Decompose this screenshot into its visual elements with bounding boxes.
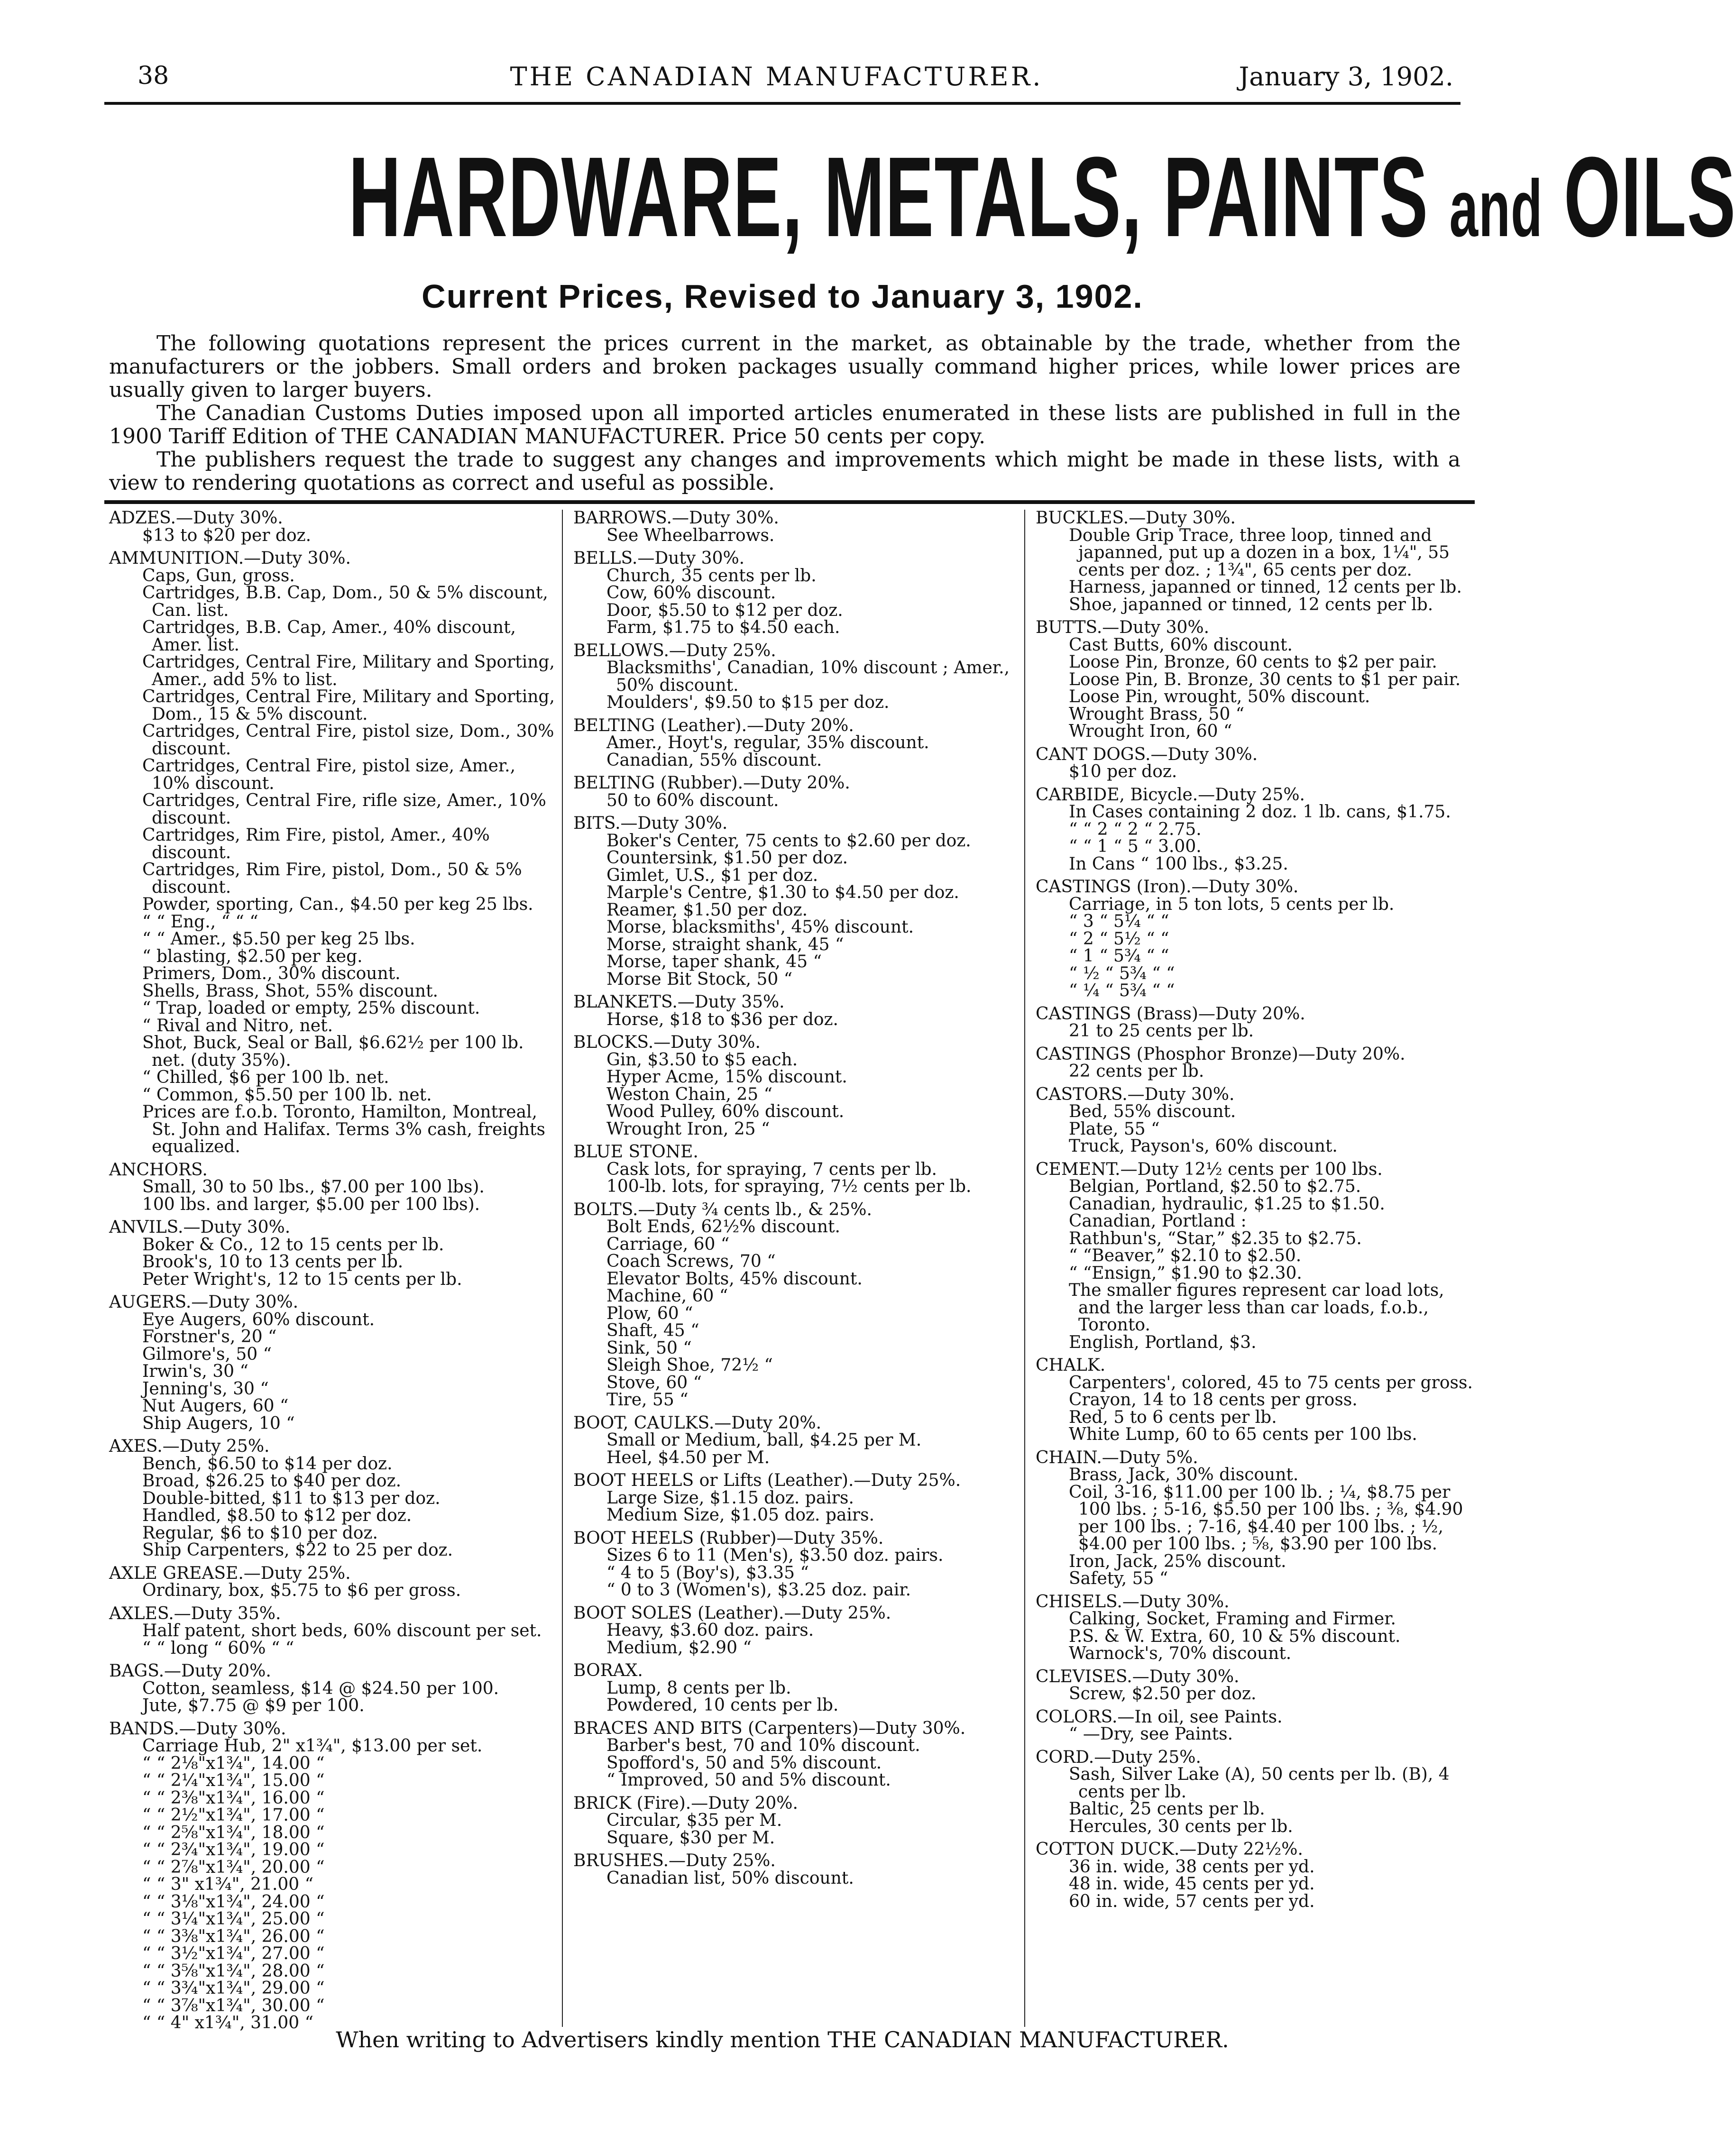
price-entry (104, 1721, 557, 2032)
entry-line: Warnock's, 70% discount. (1069, 1644, 1292, 1663)
section-rule (104, 500, 1475, 504)
entry-line: “ “ 2⅝"x1¾", 18.00 “ (142, 1823, 325, 1842)
entry-line: “ “ 3¼"x1¾", 25.00 “ (142, 1909, 325, 1929)
price-entry (104, 1663, 557, 1715)
entry-line: Circular, $35 per M. (606, 1811, 782, 1830)
entry-line: Ship Augers, 10 “ (142, 1413, 295, 1433)
entry-line: Heavy, $3.60 doz. pairs. (606, 1621, 814, 1640)
price-entry (1031, 619, 1479, 741)
entry-line: Small, 30 to 50 lbs., $7.00 per 100 lbs). (142, 1177, 485, 1197)
entry-heading: CASTINGS (Phosphor Bronze)—Duty 20%. (1036, 1044, 1405, 1064)
entry-line: Ordinary, box, $5.75 to $6 per gross. (142, 1581, 461, 1600)
entry-line: Sash, Silver Lake (A), 50 cents per lb. (B), 4 cents per lb. (1069, 1765, 1450, 1802)
entry-line: $13 to $20 per doz. (142, 525, 312, 545)
entry-line: Canadian, hydraulic, $1.25 to $1.50. (1069, 1194, 1385, 1214)
intro-paragraph: The following quotations represent the prices current in the market, as obtainable by the trade, whether from the manufacturers or the jobbers. Small orders and broken packages usually command higher prices, while lower prices are usually given to larger buyers. (109, 331, 1460, 402)
price-entry (1031, 879, 1479, 1000)
running-header (100, 57, 1453, 104)
entry-line: Carriage, 60 “ (606, 1234, 730, 1254)
entry-heading: AUGERS.—Duty 30%. (109, 1292, 299, 1312)
price-entry (1031, 510, 1479, 614)
entry-line: Blacksmiths', Canadian, 10% discount ; Amer., 50% discount. (606, 658, 1010, 695)
entry-line: Powdered, 10 cents per lb. (606, 1695, 839, 1715)
entry-line: Horse, $18 to $36 per doz. (606, 1009, 838, 1029)
entry-line: “ “ 3⅝"x1¾", 28.00 “ (142, 1961, 325, 1981)
entry-line: Cow, 60% discount. (606, 583, 776, 603)
page-number: 38 (138, 62, 169, 90)
entry-line: “ “ 3" x1¾", 21.00 “ (142, 1875, 314, 1894)
entry-line: P.S. & W. Extra, 60, 10 & 5% discount. (1069, 1626, 1401, 1646)
entry-line: Shaft, 45 “ (606, 1321, 699, 1340)
entry-line: Primers, Dom., 30% discount. (142, 964, 401, 983)
price-entry (569, 1144, 1024, 1196)
entry-line: Harness, japanned or tinned, 12 cents per lb. (1069, 577, 1462, 597)
intro-paragraph: The publishers request the trade to suggest any changes and improvements which might be made in these lists, with a view to rendering quotations as correct and useful as possible. (109, 448, 1460, 495)
entry-line: “ 1 “ 5¾ “ “ (1069, 946, 1169, 966)
entry-line: Wrought Iron, 25 “ (606, 1119, 770, 1139)
price-entry (569, 717, 1024, 770)
entry-line: “ “ long “ 60% “ “ (142, 1638, 294, 1658)
entry-line: Cartridges, Central Fire, Military and Sporting, Amer., add 5% to list. (142, 652, 555, 689)
price-entry (1031, 1449, 1479, 1588)
entry-line: Iron, Jack, 25% discount. (1069, 1551, 1286, 1571)
price-entry (1031, 1086, 1479, 1155)
entry-line: Belgian, Portland, $2.50 to $2.75. (1069, 1177, 1361, 1196)
entry-heading: AXES.—Duty 25%. (109, 1437, 270, 1456)
entry-heading: BRACES AND BITS (Carpenters)—Duty 30%. (573, 1718, 966, 1738)
price-entry (569, 994, 1024, 1028)
entry-line: Cartridges, Central Fire, pistol size, Amer., 10% discount. (142, 756, 516, 793)
entry-line: Powder, sporting, Can., $4.50 per keg 25 lbs. (142, 895, 533, 914)
entry-line: Cartridges, B.B. Cap, Dom., 50 & 5% discount, Can. list. (142, 583, 548, 620)
entry-line: 36 in. wide, 38 cents per yd. (1069, 1857, 1315, 1877)
entry-line: Church, 35 cents per lb. (606, 566, 817, 586)
entry-heading: BRUSHES.—Duty 25%. (573, 1851, 776, 1870)
price-list (104, 510, 1475, 2036)
entry-heading: BELLS.—Duty 30%. (573, 549, 745, 568)
entry-line: 100-lb. lots, for spraying, 7½ cents per lb. (606, 1177, 972, 1196)
price-entry (569, 1201, 1024, 1409)
entry-line: Bench, $6.50 to $14 per doz. (142, 1454, 393, 1474)
entry-line: Gin, $3.50 to $5 each. (606, 1050, 798, 1070)
price-entry (104, 510, 557, 544)
entry-line: “ “ 2 “ 2 “ 2.75. (1069, 819, 1202, 839)
price-entry (104, 1294, 557, 1432)
price-entry (1031, 1749, 1479, 1836)
entry-line: “ “Beaver,” $2.10 to $2.50. (1069, 1246, 1302, 1265)
price-entry (104, 1565, 557, 1600)
entry-heading: CASTINGS (Iron).—Duty 30%. (1036, 877, 1299, 897)
price-entry (569, 1852, 1024, 1887)
entry-line: Truck, Payson's, 60% discount. (1069, 1136, 1338, 1156)
entry-line: In Cans “ 100 lbs., $3.25. (1069, 854, 1288, 874)
entry-line: Double-bitted, $11 to $13 per doz. (142, 1488, 441, 1508)
entry-line: “ “ 3⅜"x1¾", 26.00 “ (142, 1926, 325, 1946)
entry-line: Crayon, 14 to 18 cents per gross. (1069, 1390, 1358, 1410)
entry-line: Forstner's, 20 “ (142, 1327, 277, 1347)
entry-heading: BRICK (Fire).—Duty 20%. (573, 1793, 798, 1813)
entry-line: Lump, 8 cents per lb. (606, 1678, 791, 1698)
entry-line: 50 to 60% discount. (606, 790, 779, 810)
entry-line: Boker & Co., 12 to 15 cents per lb. (142, 1235, 444, 1255)
entry-heading: BITS.—Duty 30%. (573, 814, 728, 833)
intro-paragraph: The Canadian Customs Duties imposed upon all imported articles enumerated in these lists are published in full in the 1900 Tariff Edition of THE CANADIAN MANUFACTURER. Price 50 cents per copy. (109, 401, 1460, 449)
entry-line: Wrought Brass, 50 “ (1069, 704, 1245, 724)
entry-line: “ blasting, $2.50 per keg. (142, 946, 363, 966)
entry-heading: CHALK. (1036, 1356, 1106, 1375)
entry-line: Countersink, $1.50 per doz. (606, 848, 848, 868)
header-rule (104, 102, 1460, 105)
entry-line: Cotton, seamless, $14 @ $24.50 per 100. (142, 1678, 499, 1698)
entry-line: Canadian, Portland : (1069, 1211, 1247, 1231)
price-entry (1031, 746, 1479, 781)
entry-line: Shoe, japanned or tinned, 12 cents per lb. (1069, 595, 1433, 614)
entry-line: Calking, Socket, Framing and Firmer. (1069, 1609, 1396, 1629)
entry-heading: BELLOWS.—Duty 25%. (573, 641, 776, 660)
price-entry (1031, 1046, 1479, 1081)
entry-heading: CASTORS.—Duty 30%. (1036, 1084, 1235, 1104)
entry-line: “ “ 2⅞"x1¾", 20.00 “ (142, 1857, 325, 1877)
entry-line: Large Size, $1.15 doz. pairs. (606, 1488, 854, 1508)
entry-line: Door, $5.50 to $12 per doz. (606, 600, 843, 620)
entry-line: Shot, Buck, Seal or Ball, $6.62½ per 100 lb. net. (duty 35%). (142, 1033, 524, 1070)
entry-line: Sink, 50 “ (606, 1338, 692, 1358)
page-title (348, 126, 1736, 280)
entry-line: Morse, taper shank, 45 “ (606, 952, 822, 971)
entry-line: “ Rival and Nitro, net. (142, 1016, 333, 1035)
entry-heading: BOLTS.—Duty ¾ cents lb., & 25%. (573, 1200, 872, 1219)
entry-line: Sizes 6 to 11 (Men's), $3.50 doz. pairs. (606, 1546, 944, 1565)
entry-line: Red, 5 to 6 cents per lb. (1069, 1407, 1277, 1427)
entry-heading: BELTING (Leather).—Duty 20%. (573, 715, 854, 735)
entry-heading: ANCHORS. (109, 1160, 208, 1180)
entry-line: “ —Dry, see Paints. (1069, 1724, 1233, 1744)
entry-heading: BLANKETS.—Duty 35%. (573, 992, 785, 1012)
entry-line: Gilmore's, 50 “ (142, 1344, 272, 1364)
price-entry (104, 1438, 557, 1559)
entry-heading: AXLE GREASE.—Duty 25%. (109, 1563, 351, 1583)
title-oils: OILS (1563, 133, 1736, 260)
entry-line: In Cases containing 2 doz. 1 lb. cans, $1.75. (1069, 802, 1451, 822)
entry-line: Screw, $2.50 per doz. (1069, 1684, 1257, 1704)
entry-line: The smaller figures represent car load lots, and the larger less than car loads, f.o.b., Toronto. (1069, 1281, 1444, 1335)
price-column-1 (104, 508, 557, 2033)
entry-line: Reamer, $1.50 per doz. (606, 900, 808, 920)
price-entry (104, 550, 557, 1156)
price-entry (569, 550, 1024, 637)
entry-heading: BOOT HEELS or Lifts (Leather).—Duty 25%. (573, 1471, 961, 1490)
price-entry (569, 1662, 1024, 1714)
entry-line: 100 lbs. and larger, $5.00 per 100 lbs). (142, 1194, 480, 1214)
entry-line: “ “ 3⅛"x1¾", 24.00 “ (142, 1892, 325, 1912)
entry-line: Moulders', $9.50 to $15 per doz. (606, 693, 890, 712)
price-entry (1031, 1161, 1479, 1352)
price-entry (569, 1720, 1024, 1789)
entry-line: Hyper Acme, 15% discount. (606, 1067, 847, 1087)
entry-line: Brook's, 10 to 13 cents per lb. (142, 1252, 404, 1272)
price-entry (104, 1605, 557, 1658)
entry-line: “ 0 to 3 (Women's), $3.25 doz. pair. (606, 1580, 911, 1600)
entry-line: Heel, $4.50 per M. (606, 1448, 770, 1467)
price-entry (1031, 1594, 1479, 1663)
entry-heading: BOOT, CAULKS.—Duty 20%. (573, 1413, 822, 1433)
price-entry (1031, 1668, 1479, 1703)
entry-line: “ 2 “ 5½ “ “ (1069, 929, 1169, 949)
entry-line: Jenning's, 30 “ (142, 1379, 269, 1399)
entry-line: Brass, Jack, 30% discount. (1069, 1465, 1299, 1484)
entry-line: Caps, Gun, gross. (142, 566, 295, 586)
entry-line: Small or Medium, ball, $4.25 per M. (606, 1430, 922, 1450)
entry-heading: ANVILS.—Duty 30%. (109, 1218, 291, 1237)
entry-line: Hercules, 30 cents per lb. (1069, 1816, 1293, 1836)
entry-line: Loose Pin, B. Bronze, 30 cents to $1 per pair. (1069, 669, 1461, 689)
entry-line: Rathbun's, “Star,” $2.35 to $2.75. (1069, 1228, 1362, 1248)
price-column-3 (1024, 510, 1479, 2027)
entry-line: 22 cents per lb. (1069, 1062, 1204, 1081)
entry-line: Medium Size, $1.05 doz. pairs. (606, 1505, 875, 1525)
entry-line: Coil, 3-16, $11.00 per 100 lb. ; ¼, $8.75 per 100 lbs. ; 5-16, $5.50 per 100 lbs. ; ⅜, $4.90 per 100 lbs. ; 7-16, $4.40 per 100 lbs. ; ½, $4.00 per 100 lbs. ; ⅝, $3.90 per 100 lbs. (1069, 1482, 1463, 1554)
entry-line: “ “ Eng., “ “ “ (142, 912, 258, 932)
entry-line: 21 to 25 cents per lb. (1069, 1021, 1254, 1041)
entry-line: Baltic, 25 cents per lb. (1069, 1799, 1265, 1819)
entry-line: $10 per doz. (1069, 762, 1177, 781)
entry-line: Square, $30 per M. (606, 1828, 775, 1848)
entry-line: “ 3 “ 5¼ “ “ (1069, 912, 1169, 931)
entry-line: See Wheelbarrows. (606, 525, 775, 545)
entry-heading: BAGS.—Duty 20%. (109, 1661, 271, 1681)
entry-line: Ship Carpenters, $22 to 25 per doz. (142, 1540, 453, 1560)
entry-line: Wrought Iron, 60 “ (1069, 722, 1232, 741)
entry-heading: CHISELS.—Duty 30%. (1036, 1592, 1230, 1612)
entry-heading: COLORS.—In oil, see Paints. (1036, 1707, 1283, 1727)
price-column-2 (562, 510, 1024, 2027)
price-entry (1031, 787, 1479, 873)
entry-line: Peter Wright's, 12 to 15 cents per lb. (142, 1269, 462, 1289)
advertiser-notice: When writing to Advertisers kindly mention THE CANADIAN MANUFACTURER. (336, 2027, 1229, 2052)
entry-heading: CARBIDE, Bicycle.—Duty 25%. (1036, 785, 1305, 805)
entry-line: Morse Bit Stock, 50 “ (606, 969, 793, 989)
entry-line: Cast Butts, 60% discount. (1069, 635, 1293, 655)
entry-line: English, Portland, $3. (1069, 1332, 1257, 1352)
price-entry (569, 1795, 1024, 1847)
entry-line: Morse, straight shank, 45 “ (606, 934, 844, 954)
entry-heading: BORAX. (573, 1661, 643, 1680)
entry-line: Farm, $1.75 to $4.50 each. (606, 618, 840, 637)
entry-line: Regular, $6 to $10 per doz. (142, 1523, 378, 1543)
entry-line: “ “ 3⅞"x1¾", 30.00 “ (142, 1996, 325, 2016)
entry-line: Cartridges, Rim Fire, pistol, Amer., 40% discount. (142, 825, 490, 862)
entry-heading: ADZES.—Duty 30%. (109, 508, 283, 528)
title-main: HARDWARE, METALS, PAINTS (348, 133, 1429, 260)
entry-line: Marple's Centre, $1.30 to $4.50 per doz. (606, 883, 959, 902)
entry-heading: CEMENT.—Duty 12½ cents per 100 lbs. (1036, 1159, 1383, 1179)
entry-line: Weston Chain, 25 “ (606, 1084, 773, 1104)
entry-line: Carpenters', colored, 45 to 75 cents per gross. (1069, 1373, 1473, 1393)
entry-line: Carriage, in 5 ton lots, 5 cents per lb. (1069, 894, 1395, 914)
entry-heading: CHAIN.—Duty 5%. (1036, 1448, 1198, 1467)
price-entry (569, 775, 1024, 809)
title-and: and (1449, 164, 1543, 254)
entry-line: Cartridges, Central Fire, pistol size, Dom., 30% discount. (142, 722, 554, 759)
entry-line: “ “ 2¾"x1¾", 19.00 “ (142, 1840, 325, 1860)
entry-line: “ ½ “ 5¾ “ “ (1069, 963, 1175, 983)
price-entry (569, 1472, 1024, 1524)
entry-line: Plow, 60 “ (606, 1303, 693, 1323)
entry-line: Nut Augers, 60 “ (142, 1396, 289, 1416)
entry-line: Cask lots, for spraying, 7 cents per lb. (606, 1159, 937, 1179)
entry-line: Spofford's, 50 and 5% discount. (606, 1753, 882, 1773)
entry-heading: BUCKLES.—Duty 30%. (1036, 508, 1236, 528)
entry-line: Safety, 55 “ (1069, 1569, 1168, 1588)
entry-line: “ “ 2⅛"x1¾", 14.00 “ (142, 1753, 325, 1773)
entry-line: Double Grip Trace, three loop, tinned and japanned, put up a dozen in a box, 1¼", 55 cents per doz. ; 1¾", 65 cents per doz. (1069, 525, 1450, 580)
price-entry (569, 1415, 1024, 1467)
entry-line: Cartridges, Central Fire, Military and Sporting, Dom., 15 & 5% discount. (142, 687, 555, 724)
entry-line: “ “ 1 “ 5 “ 3.00. (1069, 837, 1202, 856)
entry-line: “ “Ensign,” $1.90 to $2.30. (1069, 1263, 1302, 1283)
entry-line: Loose Pin, wrought, 50% discount. (1069, 687, 1370, 706)
journal-title: THE CANADIAN MANUFACTURER. (510, 62, 1043, 92)
price-entry (569, 815, 1024, 988)
entry-heading: CLEVISES.—Duty 30%. (1036, 1667, 1240, 1686)
entry-line: Irwin's, 30 “ (142, 1362, 248, 1381)
entry-line: 60 in. wide, 57 cents per yd. (1069, 1891, 1315, 1911)
entry-line: “ “ 2⅜"x1¾", 16.00 “ (142, 1788, 325, 1808)
entry-line: Cartridges, Rim Fire, pistol, Dom., 50 & 5% discount. (142, 860, 522, 897)
entry-line: “ “ 2¼"x1¾", 15.00 “ (142, 1771, 325, 1790)
entry-line: Machine, 60 “ (606, 1286, 728, 1306)
entry-line: “ Trap, loaded or empty, 25% discount. (142, 999, 480, 1018)
price-entry (1031, 1357, 1479, 1444)
entry-line: Stove, 60 “ (606, 1373, 702, 1393)
entry-line: “ “ 3¾"x1¾", 29.00 “ (142, 1979, 325, 1998)
entry-line: “ “ 2½"x1¾", 17.00 “ (142, 1805, 325, 1825)
entry-heading: BOOT HEELS (Rubber)—Duty 35%. (573, 1528, 884, 1548)
entry-line: Sleigh Shoe, 72½ “ (606, 1356, 773, 1375)
price-entry (569, 1034, 1024, 1138)
entry-line: Gimlet, U.S., $1 per doz. (606, 865, 818, 885)
entry-line: “ ¼ “ 5¾ “ “ (1069, 981, 1175, 1000)
page-subtitle: Current Prices, Revised to January 3, 1902. (422, 278, 1143, 315)
entry-heading: BANDS.—Duty 30%. (109, 1719, 286, 1739)
entry-line: Canadian, 55% discount. (606, 750, 822, 770)
price-entry (569, 642, 1024, 712)
entry-line: Bed, 55% discount. (1069, 1102, 1236, 1121)
entry-line: “ Improved, 50 and 5% discount. (606, 1770, 891, 1790)
price-entry (104, 1162, 557, 1214)
entry-heading: CORD.—Duty 25%. (1036, 1747, 1201, 1767)
entry-line: Cartridges, Central Fire, rifle size, Amer., 10% discount. (142, 791, 546, 828)
entry-line: Amer., Hoyt's, regular, 35% discount. (606, 733, 929, 752)
entry-heading: BELTING (Rubber).—Duty 20%. (573, 773, 850, 793)
intro-text (109, 332, 1460, 495)
entry-heading: BOOT SOLES (Leather).—Duty 25%. (573, 1603, 891, 1623)
entry-line: Handled, $8.50 to $12 per doz. (142, 1506, 412, 1525)
entry-heading: AMMUNITION.—Duty 30%. (109, 549, 351, 568)
entry-heading: BARROWS.—Duty 30%. (573, 508, 779, 528)
entry-line: Loose Pin, Bronze, 60 cents to $2 per pair. (1069, 652, 1437, 672)
entry-line: Plate, 55 “ (1069, 1119, 1160, 1139)
price-entry (1031, 1841, 1479, 1910)
entry-line: “ “ 4" x1¾", 31.00 “ (142, 2013, 314, 2033)
price-entry (104, 1219, 557, 1288)
entry-heading: BUTTS.—Duty 30%. (1036, 618, 1210, 637)
entry-line: White Lump, 60 to 65 cents per 100 lbs. (1069, 1425, 1417, 1444)
entry-line: “ Chilled, $6 per 100 lb. net. (142, 1068, 389, 1087)
entry-line: Prices are f.o.b. Toronto, Hamilton, Montreal, St. John and Halifax. Terms 3% cash, freights equalized. (142, 1102, 545, 1156)
entry-line: Carriage Hub, 2" x1¾", $13.00 per set. (142, 1736, 483, 1756)
entry-line: Barber's best, 70 and 10% discount. (606, 1736, 920, 1755)
entry-line: Coach Screws, 70 “ (606, 1252, 776, 1271)
entry-heading: CANT DOGS.—Duty 30%. (1036, 744, 1258, 764)
entry-heading: COTTON DUCK.—Duty 22½%. (1036, 1840, 1303, 1859)
price-entry (1031, 1006, 1479, 1040)
entry-line: Broad, $26.25 to $40 per doz. (142, 1471, 402, 1491)
entry-line: Morse, blacksmiths', 45% discount. (606, 917, 914, 937)
entry-heading: AXLES.—Duty 35%. (109, 1603, 281, 1623)
price-entry (569, 1530, 1024, 1599)
entry-line: Boker's Center, 75 cents to $2.60 per doz. (606, 831, 971, 851)
entry-line: Half patent, short beds, 60% discount per set. (142, 1621, 542, 1640)
entry-line: Bolt Ends, 62½% discount. (606, 1217, 840, 1237)
entry-line: Canadian list, 50% discount. (606, 1868, 854, 1888)
entry-line: Tire, 55 “ (606, 1390, 689, 1410)
entry-line: “ “ Amer., $5.50 per keg 25 lbs. (142, 929, 415, 949)
entry-line: Elevator Bolts, 45% discount. (606, 1269, 863, 1289)
entry-line: 48 in. wide, 45 cents per yd. (1069, 1874, 1315, 1894)
entry-line: Cartridges, B.B. Cap, Amer., 40% discount, Amer. list. (142, 618, 516, 655)
price-entry (569, 1605, 1024, 1657)
entry-line: Jute, $7.75 @ $9 per 100. (142, 1696, 365, 1715)
price-entry (569, 510, 1024, 544)
entry-line: Shells, Brass, Shot, 55% discount. (142, 981, 438, 1001)
entry-heading: BLUE STONE. (573, 1142, 698, 1162)
entry-line: Eye Augers, 60% discount. (142, 1310, 375, 1329)
entry-line: “ Common, $5.50 per 100 lb. net. (142, 1085, 432, 1105)
entry-line: Wood Pulley, 60% discount. (606, 1102, 845, 1121)
entry-line: Medium, $2.90 “ (606, 1638, 752, 1658)
entry-line: “ “ 3½"x1¾", 27.00 “ (142, 1944, 325, 1963)
entry-line: “ 4 to 5 (Boy's), $3.35 “ (606, 1563, 809, 1583)
price-entry (1031, 1709, 1479, 1743)
entry-heading: BLOCKS.—Duty 30%. (573, 1033, 761, 1052)
issue-date: January 3, 1902. (1239, 62, 1453, 92)
entry-heading: CASTINGS (Brass)—Duty 20%. (1036, 1004, 1305, 1024)
